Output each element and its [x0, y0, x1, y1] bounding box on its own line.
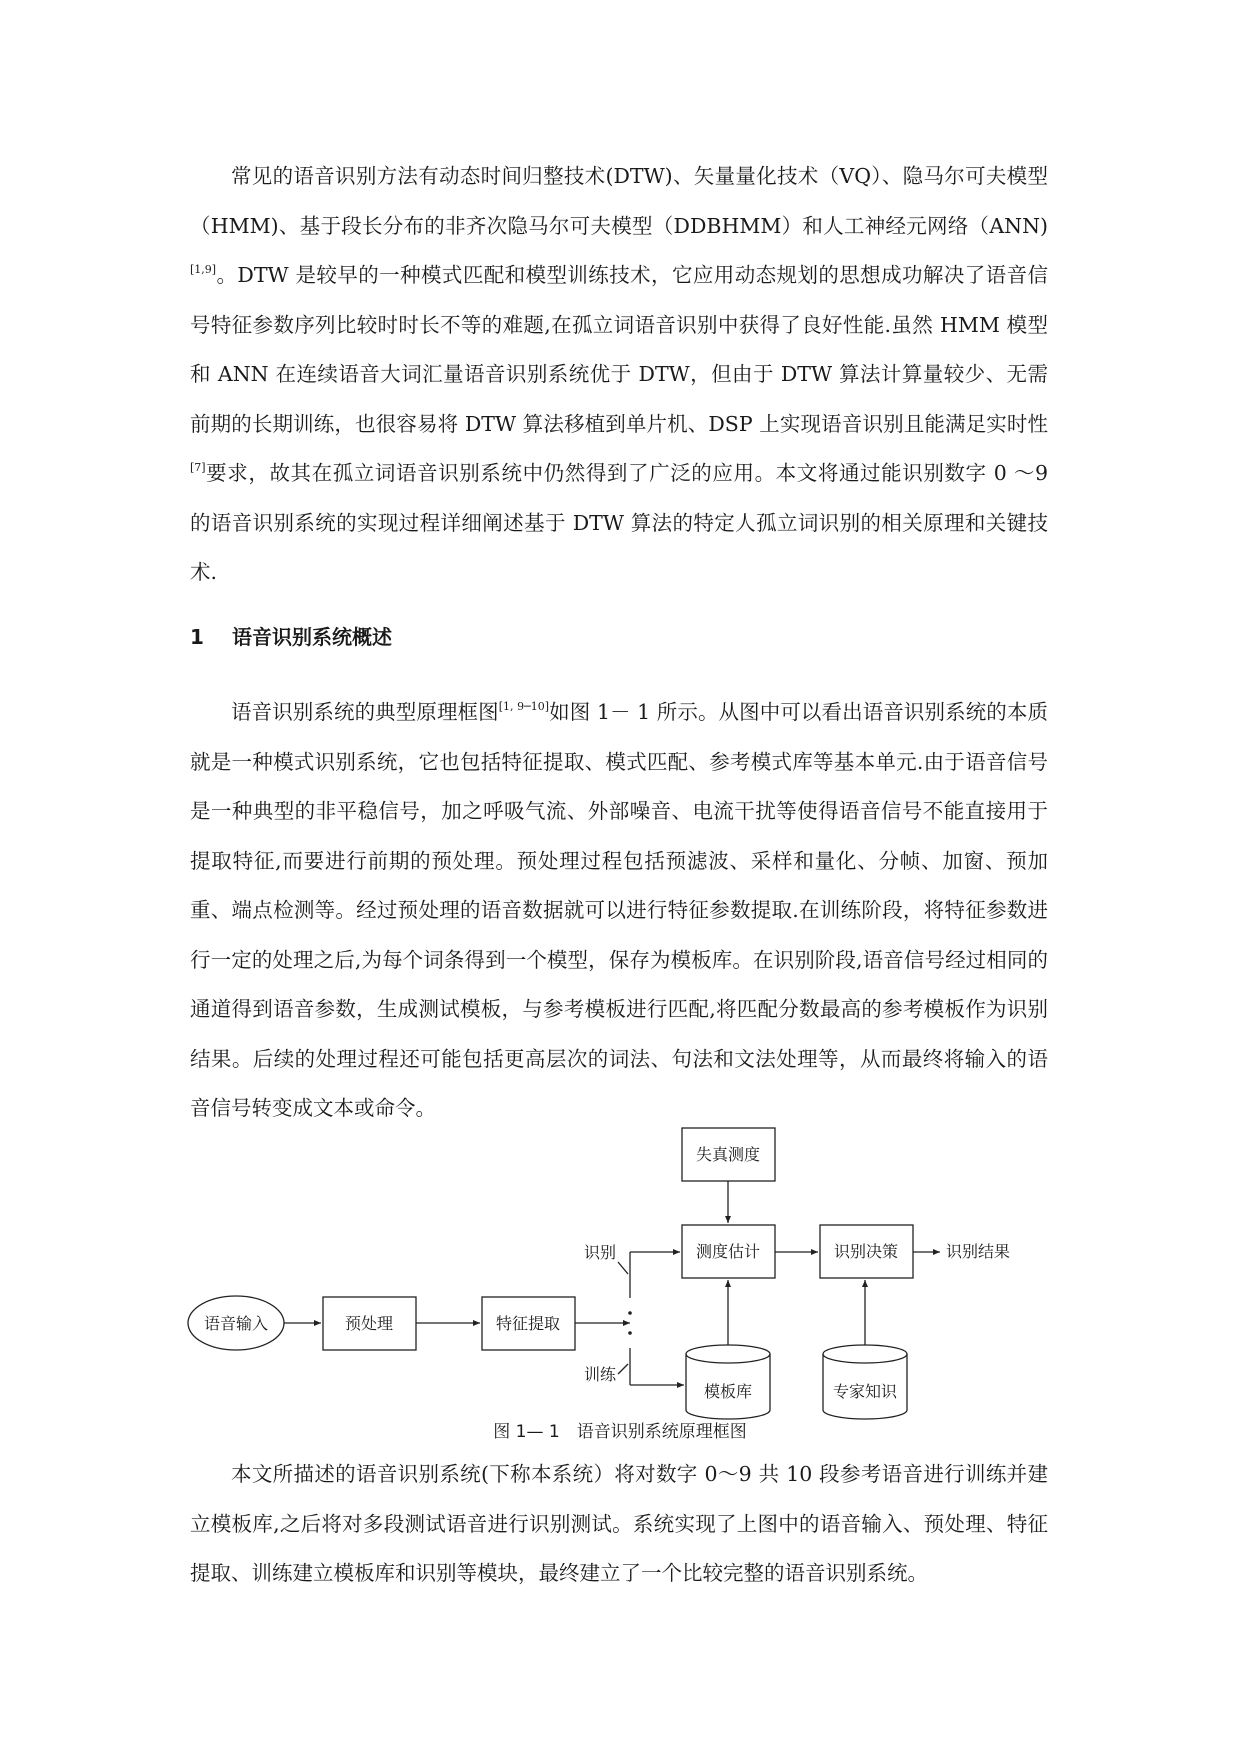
recognize-branch-label: 识别 [584, 1243, 617, 1262]
citation: [1, 9─10] [498, 700, 550, 713]
section-title: 语音识别系统概述 [232, 625, 392, 649]
section-number: 1 [190, 625, 204, 649]
paragraph-text: 要求，故其在孤立词语音识别系统中仍然得到了广泛的应用。本文将通过能识别数字 0 ～9 的语音识别系统的实现过程详细阐述基于 DTW 算法的特定人孤立词识别的相关原理和关键技术. [190, 461, 1048, 584]
paragraph-dtw-intro [190, 152, 1048, 598]
expert-knowledge-label: 专家知识 [832, 1382, 898, 1401]
paragraph-text: 语音识别系统的典型原理框图 [231, 700, 499, 724]
preprocess-label: 预处理 [344, 1314, 394, 1333]
section-heading [190, 622, 392, 652]
template-library-label: 模板库 [703, 1382, 753, 1401]
paragraph-text: 如图 1－ 1 所示。从图中可以看出语音识别系统的本质就是一种模式识别系统，它也包括特征提取、模式匹配、参考模式库等基本单元.由于语音信号是一种典型的非平稳信号，加之呼吸气流、外部噪音、电流干扰等使得语音信号不能直接用于提取特征,而要进行前期的预处理。预处理过程包括预滤波、采样和量化、分帧、加窗、预加重、端点检测等。经过预处理的语音数据就可以进行特征参数提取.在训练阶段，将特征参数进行一定的处理之后,为每个词条得到一个模型，保存为模板库。在识别阶段,语音信号经过相同的通道得到语音参数，生成测试模板，与参考模板进行匹配,将匹配分数最高的参考模板作为识别结果。后续的处理过程还可能包括更高层次的词法、句法和文法处理等，从而最终将输入的语音信号转变成文本或命令。 [190, 700, 1048, 1120]
paragraph-text: 。DTW 是较早的一种模式匹配和模型训练技术，它应用动态规划的思想成功解决了语音信号特征参数序列比较时时长不等的难题,在孤立词语音识别中获得了良好性能.虽然 HMM 模型和 ANN 在连续语音大词汇量语音识别系统优于 DTW，但由于 DTW 算法计算量较少、无需前期的长期训练，也很容易将 DTW 算法移植到单片机、DSP 上实现语音识别且能满足实时性 [190, 263, 1049, 436]
figure-caption: 图 1— 1 语音识别系统原理框图 [493, 1422, 747, 1442]
speech-input-label: 语音输入 [203, 1314, 269, 1333]
citation: [7] [190, 461, 206, 474]
result-label: 识别结果 [946, 1242, 1011, 1261]
block-diagram [180, 1120, 1060, 1420]
measure-estimate-label: 测度估计 [695, 1242, 761, 1261]
paragraph-system-overview [190, 688, 1048, 1134]
block-diagram-figure [180, 1120, 1060, 1445]
paragraph-text: 常见的语音识别方法有动态时间归整技术(DTW)、矢量量化技术（VQ）、隐马尔可夫模型（HMM)、基于段长分布的非齐次隐马尔可夫模型（DDBHMM）和人工神经元网络（ANN) [190, 164, 1048, 238]
train-branch-label: 训练 [584, 1365, 617, 1384]
decision-label: 识别决策 [833, 1242, 899, 1261]
distortion-measure-label: 失真测度 [695, 1145, 761, 1164]
citation: [1,9] [190, 263, 217, 276]
feature-extraction-label: 特征提取 [495, 1314, 561, 1333]
paragraph-system-description: 本文所描述的语音识别系统(下称本系统）将对数字 0～9 共 10 段参考语音进行训练并建立模板库,之后将对多段测试语音进行识别测试。系统实现了上图中的语音输入、预处理、特征提取、训练建立模板库和识别等模块，最终建立了一个比较完整的语音识别系统。 [190, 1462, 1048, 1585]
